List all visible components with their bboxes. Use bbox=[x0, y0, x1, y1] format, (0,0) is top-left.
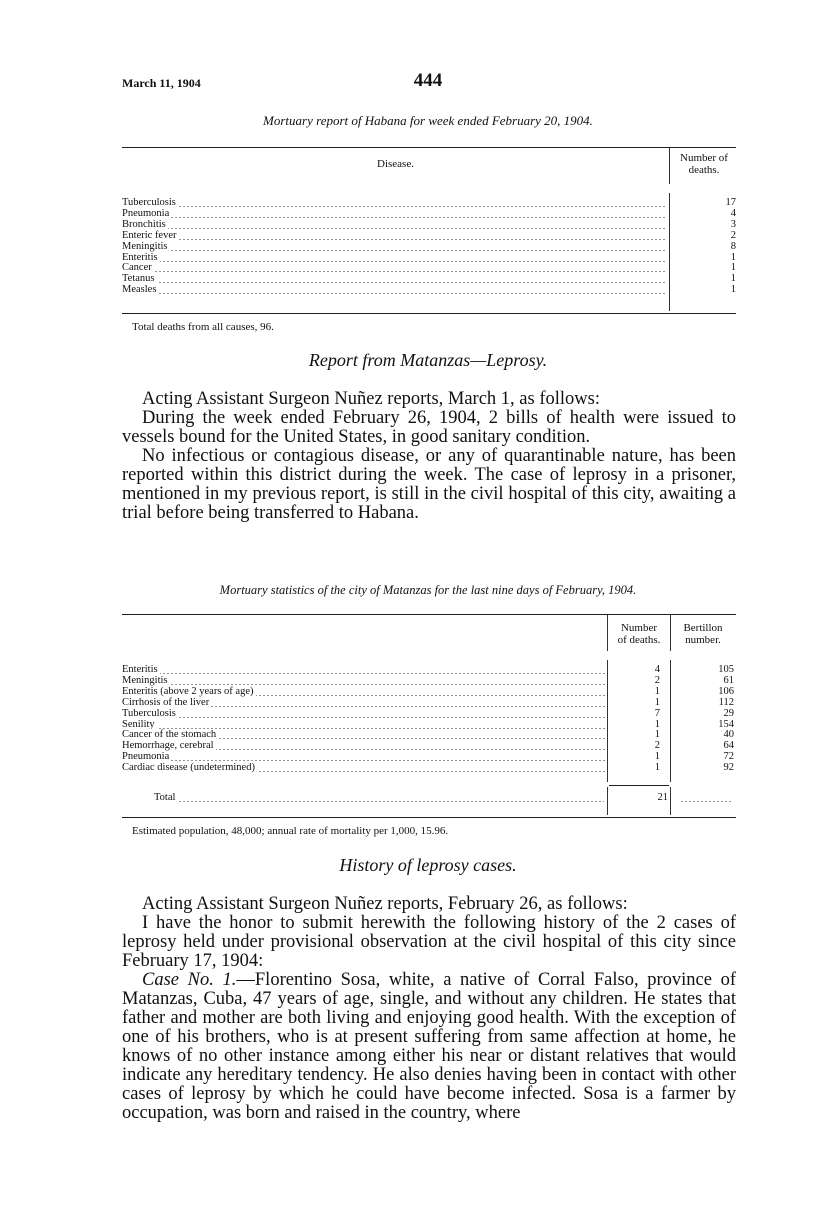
matanzas-col-deaths bbox=[608, 622, 670, 646]
matanzas-row-label-wrap bbox=[122, 664, 605, 675]
matanzas-cause: Cancer of the stomach bbox=[122, 729, 217, 741]
habana-table-caption: Mortuary report of Habana for week ended February 20, 1904. bbox=[263, 113, 593, 128]
matanzas-row bbox=[122, 729, 736, 740]
matanzas-col-deaths-line2: of deaths. bbox=[617, 634, 661, 646]
habana-row bbox=[122, 284, 736, 295]
habana-row-label-wrap bbox=[122, 230, 667, 241]
habana-row bbox=[122, 219, 736, 230]
matanzas-cause: Cirrhosis of the liver bbox=[122, 696, 210, 708]
habana-row-label-wrap bbox=[122, 219, 667, 230]
matanzas-deaths: 1 bbox=[654, 729, 660, 741]
habana-disease: Tuberculosis bbox=[122, 197, 176, 208]
matanzas-table-top-rule bbox=[122, 614, 736, 615]
matanzas-report-text bbox=[122, 390, 736, 523]
matanzas-cause: Cardiac disease (undetermined) bbox=[122, 762, 255, 774]
matanzas-table-bottom-rule bbox=[122, 817, 736, 818]
habana-col-deaths bbox=[670, 152, 738, 176]
matanzas-row bbox=[122, 708, 736, 719]
habana-deaths: 1 bbox=[730, 251, 736, 263]
habana-col-deaths-line1: Number of bbox=[680, 152, 728, 164]
matanzas-row bbox=[122, 675, 736, 686]
matanzas-deaths: 1 bbox=[654, 696, 660, 708]
matanzas-stats-caption: Mortuary statistics of the city of Matanzas for the last nine days of February, 1904. bbox=[219, 583, 637, 597]
matanzas-row bbox=[122, 751, 736, 762]
habana-deaths: 17 bbox=[725, 197, 736, 208]
history-text bbox=[122, 895, 736, 1123]
habana-deaths: 1 bbox=[730, 262, 736, 274]
matanzas-bertillon: 92 bbox=[723, 762, 734, 774]
matanzas-deaths: 4 bbox=[654, 664, 660, 675]
matanzas-bertillon: 29 bbox=[723, 707, 734, 719]
habana-row bbox=[122, 273, 736, 284]
matanzas-bertillon: 112 bbox=[718, 696, 734, 708]
matanzas-bertillon: 154 bbox=[718, 718, 734, 730]
matanzas-deaths: 1 bbox=[654, 762, 660, 774]
habana-col-deaths-line2: deaths. bbox=[688, 164, 720, 176]
matanzas-total-label: Total bbox=[154, 792, 176, 803]
matanzas-total-divider-1 bbox=[607, 787, 608, 815]
habana-row-label-wrap bbox=[122, 284, 667, 295]
matanzas-col-bertillon bbox=[671, 622, 735, 646]
matanzas-cause: Senility bbox=[122, 718, 155, 730]
matanzas-row-label-wrap bbox=[122, 697, 605, 708]
matanzas-row bbox=[122, 740, 736, 751]
matanzas-total-deaths: 21 bbox=[657, 792, 668, 803]
habana-row-label-wrap bbox=[122, 252, 667, 263]
habana-table-bottom-rule bbox=[122, 313, 736, 314]
habana-row bbox=[122, 252, 736, 263]
habana-table-top-rule bbox=[122, 147, 736, 148]
matanzas-row-label-wrap bbox=[122, 686, 605, 697]
matanzas-row bbox=[122, 719, 736, 730]
matanzas-row bbox=[122, 762, 736, 773]
matanzas-cause: Meningitis bbox=[122, 674, 168, 686]
header-date: March 11, 1904 bbox=[122, 76, 201, 90]
habana-disease: Enteritis bbox=[122, 251, 158, 263]
habana-deaths: 1 bbox=[730, 273, 736, 285]
matanzas-total-label-wrap bbox=[154, 792, 604, 803]
matanzas-deaths: 1 bbox=[654, 751, 660, 763]
habana-disease: Enteric fever bbox=[122, 229, 177, 241]
history-paragraph-2: I have the honor to submit herewith the following history of the 2 cases of leprosy held under provisional observation at the civil hospital of this city since February 17, 1904: bbox=[122, 913, 736, 971]
matanzas-cause: Enteritis (above 2 years of age) bbox=[122, 685, 254, 697]
matanzas-row-label-wrap bbox=[122, 740, 605, 751]
case-label: Case No. 1. bbox=[142, 970, 237, 990]
matanzas-total-divider-2 bbox=[670, 787, 671, 815]
habana-row bbox=[122, 197, 736, 208]
habana-deaths: 2 bbox=[730, 229, 736, 241]
habana-disease: Measles bbox=[122, 284, 157, 296]
habana-disease: Cancer bbox=[122, 262, 152, 274]
matanzas-total-rule bbox=[609, 785, 669, 786]
matanzas-deaths: 2 bbox=[654, 740, 660, 752]
matanzas-row-label-wrap bbox=[122, 762, 605, 773]
matanzas-deaths: 7 bbox=[654, 707, 660, 719]
matanzas-total-bertillon-dots bbox=[680, 792, 732, 803]
habana-total-note: Total deaths from all causes, 96. bbox=[132, 321, 274, 333]
matanzas-row-label-wrap bbox=[122, 729, 605, 740]
habana-row bbox=[122, 262, 736, 273]
matanzas-bertillon: 105 bbox=[718, 664, 734, 675]
habana-col-disease: Disease. bbox=[377, 158, 414, 170]
matanzas-cause: Tuberculosis bbox=[122, 707, 176, 719]
matanzas-bertillon: 40 bbox=[723, 729, 734, 741]
matanzas-col-deaths-line1: Number bbox=[620, 622, 658, 634]
matanzas-population-note: Estimated population, 48,000; annual rate of mortality per 1,000, 15.96. bbox=[132, 825, 449, 837]
matanzas-total-row bbox=[122, 792, 736, 803]
habana-row-label-wrap bbox=[122, 208, 667, 219]
matanzas-deaths: 2 bbox=[654, 674, 660, 686]
matanzas-deaths: 1 bbox=[654, 718, 660, 730]
matanzas-deaths: 1 bbox=[654, 685, 660, 697]
habana-disease: Bronchitis bbox=[122, 218, 166, 230]
habana-deaths: 8 bbox=[730, 240, 736, 252]
matanzas-row bbox=[122, 664, 736, 675]
matanzas-cause: Pneumonia bbox=[122, 751, 170, 763]
history-heading: History of leprosy cases. bbox=[339, 855, 517, 875]
matanzas-row-label-wrap bbox=[122, 675, 605, 686]
habana-row-label-wrap bbox=[122, 262, 667, 273]
habana-disease: Pneumonia bbox=[122, 207, 170, 219]
matanzas-bertillon: 61 bbox=[723, 674, 734, 686]
matanzas-bertillon: 72 bbox=[723, 751, 734, 763]
matanzas-row-label-wrap bbox=[122, 708, 605, 719]
matanzas-row-label-wrap bbox=[122, 751, 605, 762]
habana-row-label-wrap bbox=[122, 241, 667, 252]
habana-row bbox=[122, 230, 736, 241]
case-1-text: —Florentino Sosa, white, a native of Corral Falso, province of Matanzas, Cuba, 47 years of age, single, and without any children. He states that father and mother are both living and enjoying good health. With the exception of one of his brothers, who is at present suffering from same affection at home, he knows of no other instance among either his near or distant relatives that would indicate any hereditary tendency. He also denies having been in contact with other cases of leprosy by which he could have become infected. Sosa is a farmer by occupation, was born and raised in the country, where bbox=[122, 970, 736, 1123]
matanzas-bertillon: 106 bbox=[718, 685, 734, 697]
habana-deaths: 1 bbox=[730, 284, 736, 296]
habana-disease: Tetanus bbox=[122, 273, 155, 285]
matanzas-cause: Hemorrhage, cerebral bbox=[122, 740, 214, 752]
habana-row bbox=[122, 208, 736, 219]
matanzas-paragraph-2: During the week ended February 26, 1904, 2 bills of health were issued to vessels bound for the United States, in good sanitary condition. bbox=[122, 408, 736, 447]
matanzas-heading: Report from Matanzas—Leprosy. bbox=[308, 350, 548, 370]
matanzas-row bbox=[122, 697, 736, 708]
history-paragraph-3 bbox=[122, 971, 736, 1123]
matanzas-paragraph-3: No infectious or contagious disease, or any of quarantinable nature, has been reported within this district during the week. The case of leprosy in a prisoner, mentioned in my previous report, is still in the civil hospital of this city, awaiting a trial before being transferred to Habana. bbox=[122, 446, 736, 523]
habana-row bbox=[122, 241, 736, 252]
page-number: 444 bbox=[413, 70, 443, 91]
matanzas-row-label-wrap bbox=[122, 719, 605, 730]
matanzas-cause: Enteritis bbox=[122, 664, 158, 675]
matanzas-row bbox=[122, 686, 736, 697]
habana-row-label-wrap bbox=[122, 197, 667, 208]
matanzas-col-bertillon-line2: number. bbox=[685, 634, 721, 646]
matanzas-col-bertillon-line1: Bertillon bbox=[683, 622, 723, 634]
habana-row-label-wrap bbox=[122, 273, 667, 284]
habana-deaths: 4 bbox=[730, 207, 736, 219]
history-paragraph-1: Acting Assistant Surgeon Nuñez reports, February 26, as follows: bbox=[142, 894, 628, 914]
habana-disease: Meningitis bbox=[122, 240, 168, 252]
matanzas-bertillon: 64 bbox=[723, 740, 734, 752]
matanzas-paragraph-1: Acting Assistant Surgeon Nuñez reports, March 1, as follows: bbox=[142, 389, 600, 409]
habana-deaths: 3 bbox=[730, 218, 736, 230]
